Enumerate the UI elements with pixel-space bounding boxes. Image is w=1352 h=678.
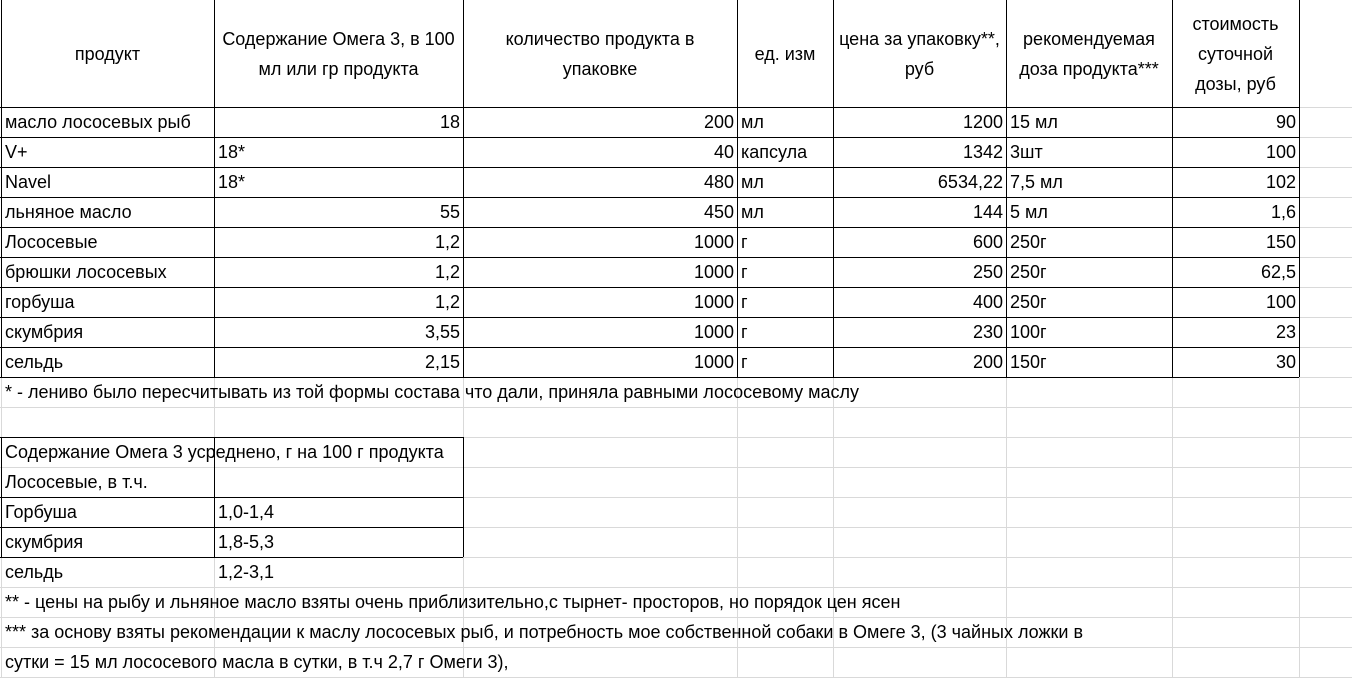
- product-cell[interactable]: сельдь: [5, 352, 64, 372]
- table-cell[interactable]: 1000: [693, 232, 734, 252]
- table-cell[interactable]: 100: [1265, 142, 1296, 162]
- table-cell[interactable]: 230: [972, 322, 1003, 342]
- header-cell[interactable]: цена за упаковку**, руб: [839, 28, 1000, 79]
- table-cell[interactable]: г: [741, 262, 748, 282]
- note-triple-star-2[interactable]: сутки = 15 мл лососевого масла в сутки, в т.ч 2,7 г Омеги 3),: [5, 652, 509, 672]
- table-cell[interactable]: 450: [703, 202, 734, 222]
- table-cell[interactable]: 200: [703, 112, 734, 132]
- table-cell[interactable]: 100г: [1010, 322, 1047, 342]
- table-cell[interactable]: 1000: [693, 322, 734, 342]
- table-cell[interactable]: г: [741, 352, 748, 372]
- table-cell[interactable]: 1,2: [434, 262, 460, 282]
- header-cell[interactable]: Содержание Омега 3, в 100 мл или гр продукта: [222, 28, 455, 79]
- table-cell[interactable]: мл: [741, 202, 764, 222]
- note-double-star[interactable]: ** - цены на рыбу и льняное масло взяты очень приблизительно,с тырнет- просторов, но порядок цен ясен: [5, 592, 901, 612]
- table-cell[interactable]: 100: [1265, 292, 1296, 312]
- table-cell[interactable]: 3шт: [1010, 142, 1043, 162]
- table-cell[interactable]: капсула: [741, 142, 808, 162]
- table-cell[interactable]: 600: [972, 232, 1003, 252]
- table-cell[interactable]: 1,2: [434, 232, 460, 252]
- header-cell[interactable]: ед. изм: [754, 43, 816, 64]
- table-cell[interactable]: 23: [1275, 322, 1296, 342]
- table-cell[interactable]: 18*: [218, 172, 246, 192]
- table-cell[interactable]: 1342: [962, 142, 1003, 162]
- table-cell[interactable]: 15 мл: [1010, 112, 1058, 132]
- table-cell[interactable]: 1,6: [1270, 202, 1296, 222]
- table-cell[interactable]: 250: [972, 262, 1003, 282]
- product-cell[interactable]: Лососевые: [5, 232, 98, 252]
- table-cell[interactable]: 40: [713, 142, 734, 162]
- omega-range-cell[interactable]: 1,8-5,3: [218, 532, 275, 552]
- table-cell[interactable]: 90: [1275, 112, 1296, 132]
- table-cell[interactable]: 1200: [962, 112, 1003, 132]
- header-cell[interactable]: рекомендуемая доза продукта***: [1019, 28, 1159, 79]
- table-cell[interactable]: 18*: [218, 142, 246, 162]
- omega-product-cell[interactable]: скумбрия: [5, 532, 84, 552]
- table-cell[interactable]: 150: [1265, 232, 1296, 252]
- table-cell[interactable]: г: [741, 292, 748, 312]
- table-cell[interactable]: 400: [972, 292, 1003, 312]
- header-cell[interactable]: количество продукта в упаковке: [505, 28, 695, 79]
- omega-table-title[interactable]: Содержание Омега 3 усреднено, г на 100 г продукта: [5, 442, 444, 462]
- table-cell[interactable]: 55: [439, 202, 460, 222]
- table-cell[interactable]: 102: [1265, 172, 1296, 192]
- table-cell[interactable]: 2,15: [424, 352, 460, 372]
- omega-range-cell[interactable]: 1,2-3,1: [218, 562, 275, 582]
- table-cell[interactable]: г: [741, 322, 748, 342]
- table-cell[interactable]: 200: [972, 352, 1003, 372]
- table-cell[interactable]: 250г: [1010, 262, 1047, 282]
- table-cell[interactable]: 1,2: [434, 292, 460, 312]
- table-cell[interactable]: 250г: [1010, 232, 1047, 252]
- omega-product-cell[interactable]: Горбуша: [5, 502, 77, 522]
- omega-range-cell[interactable]: 1,0-1,4: [218, 502, 275, 522]
- product-cell[interactable]: брюшки лососевых: [5, 262, 167, 282]
- omega-range-cell[interactable]: [214, 467, 463, 497]
- table-cell[interactable]: 62,5: [1260, 262, 1296, 282]
- table-cell[interactable]: мл: [741, 172, 764, 192]
- omega-product-cell[interactable]: сельдь: [5, 562, 64, 582]
- table-cell[interactable]: 7,5 мл: [1010, 172, 1063, 192]
- table-cell[interactable]: мл: [741, 112, 764, 132]
- table-cell[interactable]: 5 мл: [1010, 202, 1048, 222]
- product-cell[interactable]: масло лососевых рыб: [5, 112, 191, 132]
- product-cell[interactable]: скумбрия: [5, 322, 84, 342]
- table-cell[interactable]: 1000: [693, 262, 734, 282]
- table-cell[interactable]: 1000: [693, 292, 734, 312]
- product-cell[interactable]: V+: [5, 142, 28, 162]
- table-cell[interactable]: 150г: [1010, 352, 1047, 372]
- table-cell[interactable]: 250г: [1010, 292, 1047, 312]
- table-cell[interactable]: 480: [703, 172, 734, 192]
- table-cell[interactable]: 144: [972, 202, 1003, 222]
- table-cell[interactable]: 1000: [693, 352, 734, 372]
- header-cell[interactable]: продукт: [74, 43, 141, 64]
- omega-product-cell[interactable]: Лососевые, в т.ч.: [5, 472, 148, 492]
- note-triple-star-1[interactable]: *** за основу взяты рекомендации к маслу лососевых рыб, и потребность мое собственной собаки в Омеге 3, (3 чайных ложки в: [5, 622, 1084, 642]
- table-cell[interactable]: г: [741, 232, 748, 252]
- product-cell[interactable]: льняное масло: [5, 202, 132, 222]
- table-cell[interactable]: 18: [439, 112, 460, 132]
- note-star[interactable]: * - лениво было пересчитывать из той формы состава что дали, приняла равными лососевому маслу: [5, 382, 860, 402]
- product-cell[interactable]: горбуша: [5, 292, 75, 312]
- product-cell[interactable]: Navel: [5, 172, 52, 192]
- table-cell[interactable]: 3,55: [424, 322, 460, 342]
- table-cell[interactable]: 30: [1275, 352, 1296, 372]
- table-cell[interactable]: 6534,22: [937, 172, 1003, 192]
- header-cell[interactable]: стоимость суточной дозы, руб: [1192, 13, 1279, 94]
